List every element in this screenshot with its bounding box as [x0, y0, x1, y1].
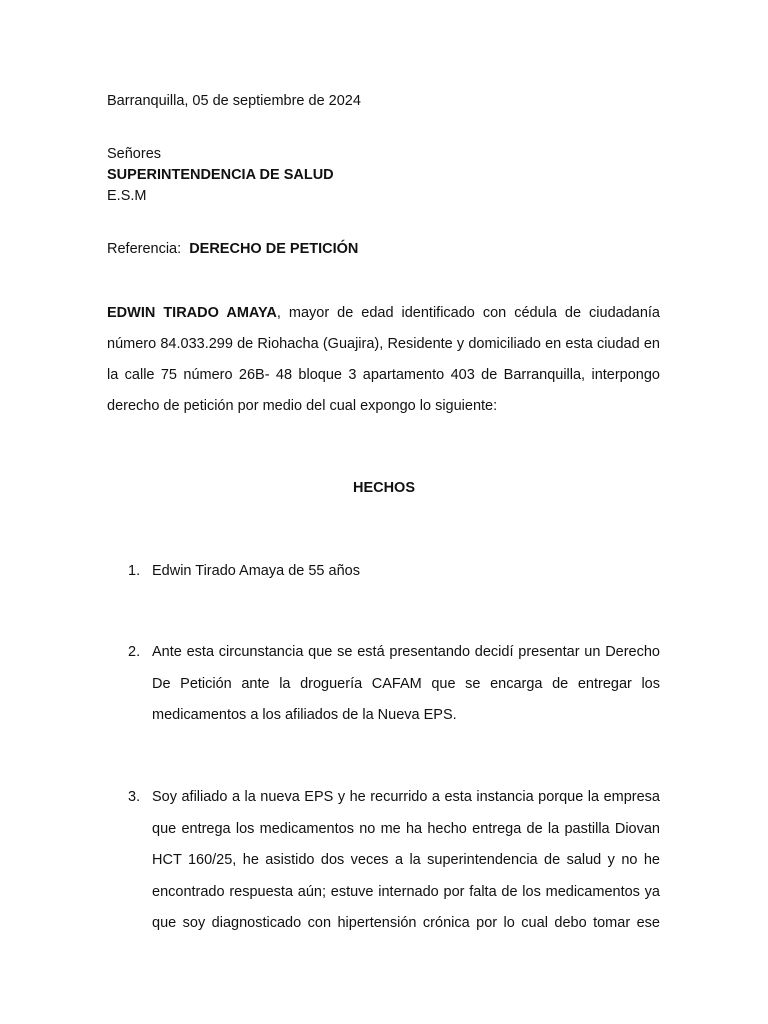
fact-number: 3.: [128, 789, 141, 805]
recipient-suffix: E.S.M: [107, 188, 147, 204]
fact-text: Ante esta circunstancia que se está presentando decidí presentar un Derecho De Petición ante la droguería CAFAM que se encarga de entregar los medicamentos a los afiliados de la Nueva EPS.: [152, 644, 660, 723]
reference-value: DERECHO DE PETICIÓN: [189, 241, 359, 257]
fact-number: 2.: [128, 644, 141, 660]
section-title: HECHOS: [352, 480, 416, 496]
salutation: Señores: [107, 146, 162, 162]
fact-number: 1.: [128, 563, 141, 579]
place-date: Barranquilla, 05 de septiembre de 2024: [107, 93, 361, 109]
fact-text: Edwin Tirado Amaya de 55 años: [152, 563, 360, 579]
reference: [107, 241, 358, 257]
intro-name: EDWIN TIRADO AMAYA: [107, 305, 277, 321]
fact-text: Soy afiliado a la nueva EPS y he recurrido a esta instancia porque la empresa que entrega los medicamentos no me ha hecho entrega de la pastilla Diovan HCT 160/25, he asistido dos veces a la superintendencia de salud y no he encontrado respuesta aún; estuve internado por falta de los medicamentos ya que soy diagnosticado con hipertensión crónica por lo cual debo tomar ese: [152, 789, 660, 931]
reference-label: Referencia:: [107, 241, 182, 257]
intro-text: , mayor de edad identificado con cédula de ciudadanía número 84.033.299 de Riohacha (Guajira), Residente y domiciliado en esta ciudad en la calle 75 número 26B- 48 bloque 3 apartamento 403 de Barranquilla, interpongo derecho de petición por medio del cual expongo lo siguiente:: [107, 305, 660, 414]
intro-paragraph: [107, 298, 660, 422]
recipient: SUPERINTENDENCIA DE SALUD: [107, 167, 334, 183]
